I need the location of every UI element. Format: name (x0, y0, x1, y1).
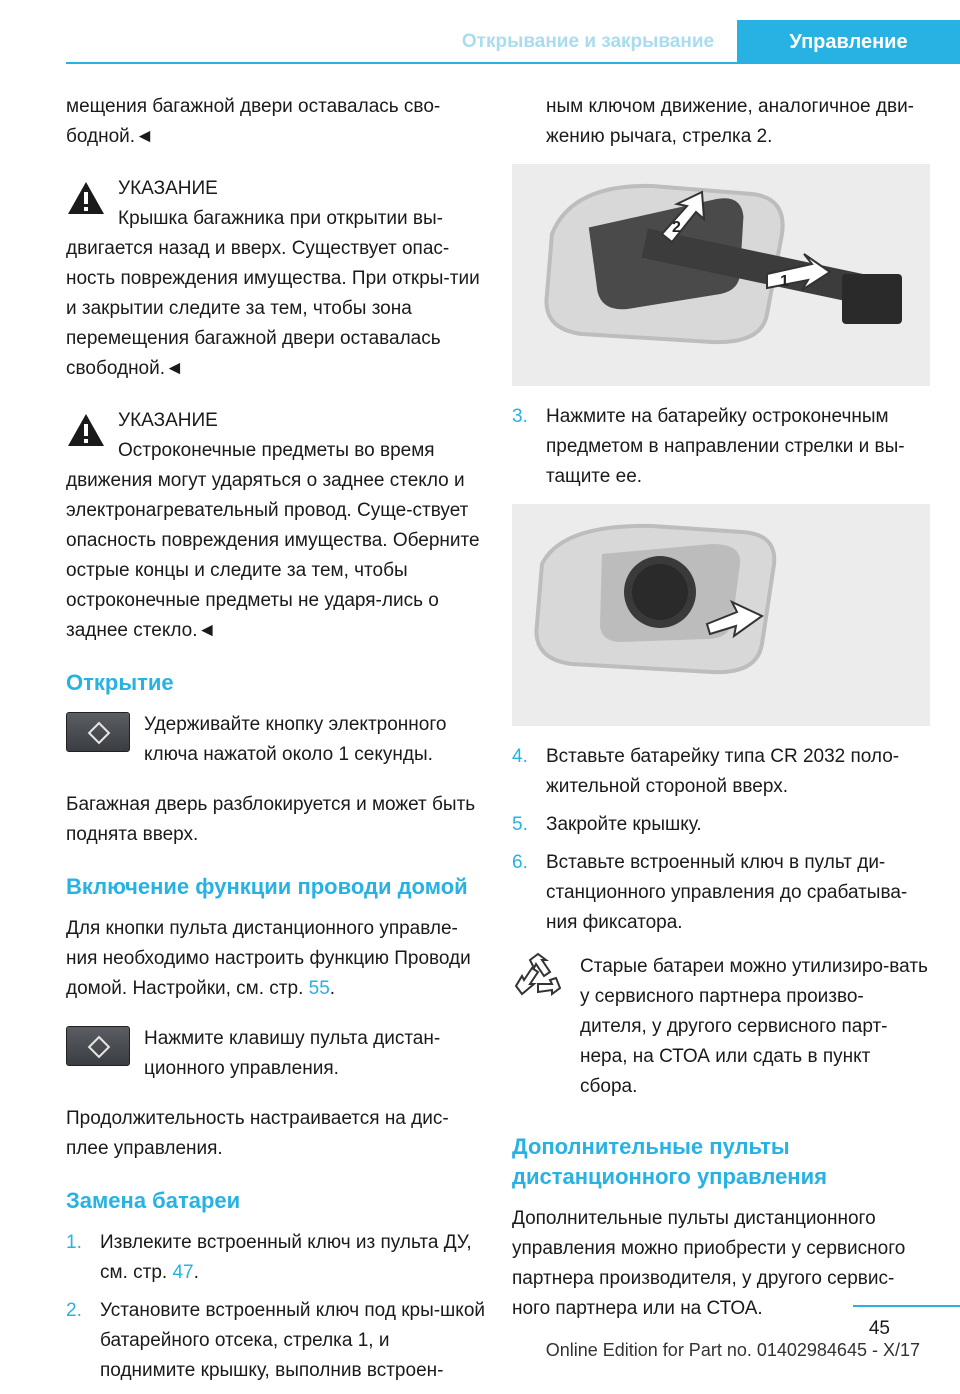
figure-battery-remove (512, 504, 930, 726)
page-link[interactable]: 47 (172, 1262, 194, 1283)
list-number: 3. (512, 406, 528, 427)
remote-button-instruction (66, 1024, 486, 1084)
intro-paragraph: мещения багажной двери оставалась сво-бодной.◄ (66, 96, 441, 147)
instruction-text: Нажмите клавишу пульта дистан-ционного управления. (144, 1028, 441, 1079)
list-text: Нажмите на батарейку остроконечным предметом в направлении стрелки и вы-тащите ее. (546, 406, 905, 487)
battery-illustration (512, 504, 930, 726)
section-heading-follow-me-home: Включение функции проводи домой (66, 874, 468, 899)
arrow-label-2: 2 (672, 219, 681, 236)
continuation-text: ным ключом движение, аналогичное дви-жению рычага, стрелка 2. (546, 96, 915, 147)
warning-text: Остроконечные предметы во время движения могут ударяться о заднее стекло и электронагревательный провод. Суще-ствует опасность повреждения имущества. Оберните острые концы и следите за тем, чтобы остроконечные предметы не ударя-лись о заднее стекло.◄ (66, 440, 480, 641)
list-number: 1. (66, 1232, 82, 1253)
instruction-text: Удерживайте кнопку электронного ключа нажатой около 1 секунды. (144, 714, 447, 765)
recycle-note (512, 952, 930, 1102)
running-header-section: Открывание и закрывание (461, 31, 715, 52)
warning-title: УКАЗАНИЕ (118, 178, 218, 199)
edition-footer: Online Edition for Part no. 01402984645 - X/17 (545, 1340, 920, 1360)
list-item (512, 810, 930, 840)
running-header-chapter: Управление (737, 20, 960, 62)
list-text: Извлеките встроенный ключ из пульта ДУ, см. стр. 47. (100, 1232, 472, 1283)
section-heading-battery: Замена батареи (66, 1188, 241, 1213)
header-rule (66, 62, 960, 64)
warning-title: УКАЗАНИЕ (118, 410, 218, 431)
list-item (512, 402, 930, 492)
list-text: Установите встроенный ключ под кры-шкой батарейного отсека, стрелка 1, и поднимите крышку, выполнив встроен- (100, 1300, 486, 1381)
key-button-icon (66, 712, 130, 752)
recycle-text: Старые батареи можно утилизиро-вать у сервисного партнера произво-дителя, у другого сервисного парт-нера, на СТОА или сдать в пункт сбора. (580, 956, 928, 1097)
list-number: 5. (512, 814, 528, 835)
paragraph: Для кнопки пульта дистанционного управле-ния необходимо настроить функцию Проводи домой. Настройки, см. стр. 55. (66, 918, 471, 999)
list-number: 6. (512, 852, 528, 873)
recycle-icon (512, 952, 564, 1002)
arrow-label-1: 1 (780, 273, 789, 290)
paragraph: Дополнительные пульты дистанционного управления можно приобрести у сервисного партнера производителя, у другого сервис-ного партнера или на СТОА. (512, 1208, 906, 1319)
right-column (512, 92, 930, 1324)
list-text: Закройте крышку. (546, 814, 702, 835)
list-number: 4. (512, 746, 528, 767)
section-heading-extra-remotes: Дополнительные пульты дистанционного управления (512, 1134, 827, 1189)
key-illustration (512, 164, 930, 386)
key-button-instruction (66, 710, 486, 770)
page-link[interactable]: 55 (308, 978, 330, 999)
warning-block-1 (66, 174, 486, 384)
section-heading-opening: Открытие (66, 670, 174, 695)
list-text: Вставьте встроенный ключ в пульт ди-станционного управления до срабатыва-ния фиксатора. (546, 852, 908, 933)
figure-key-open-cover (512, 164, 930, 386)
footer-rule (853, 1305, 960, 1307)
left-column (66, 92, 486, 1394)
warning-triangle-icon (66, 412, 106, 448)
page-number: 45 (868, 1318, 890, 1339)
paragraph: Багажная дверь разблокируется и может быть поднята вверх. (66, 794, 476, 845)
key-button-icon (66, 1026, 130, 1066)
list-item (66, 1228, 486, 1288)
warning-text: Крышка багажника при открытии вы-двигается назад и вверх. Существует опас-ность повреждения имущества. При откры-тии и закрытии следите за тем, чтобы зона перемещения багажной двери оставалась свободной.◄ (66, 208, 480, 379)
warning-triangle-icon (66, 180, 106, 216)
list-text: Вставьте батарейку типа CR 2032 поло-жительной стороной вверх. (546, 746, 900, 797)
list-number: 2. (66, 1300, 82, 1321)
list-item (512, 742, 930, 802)
warning-block-2 (66, 406, 486, 646)
list-item (66, 1296, 486, 1386)
paragraph: Продолжительность настраивается на дис-плее управления. (66, 1108, 449, 1159)
list-item (512, 848, 930, 938)
